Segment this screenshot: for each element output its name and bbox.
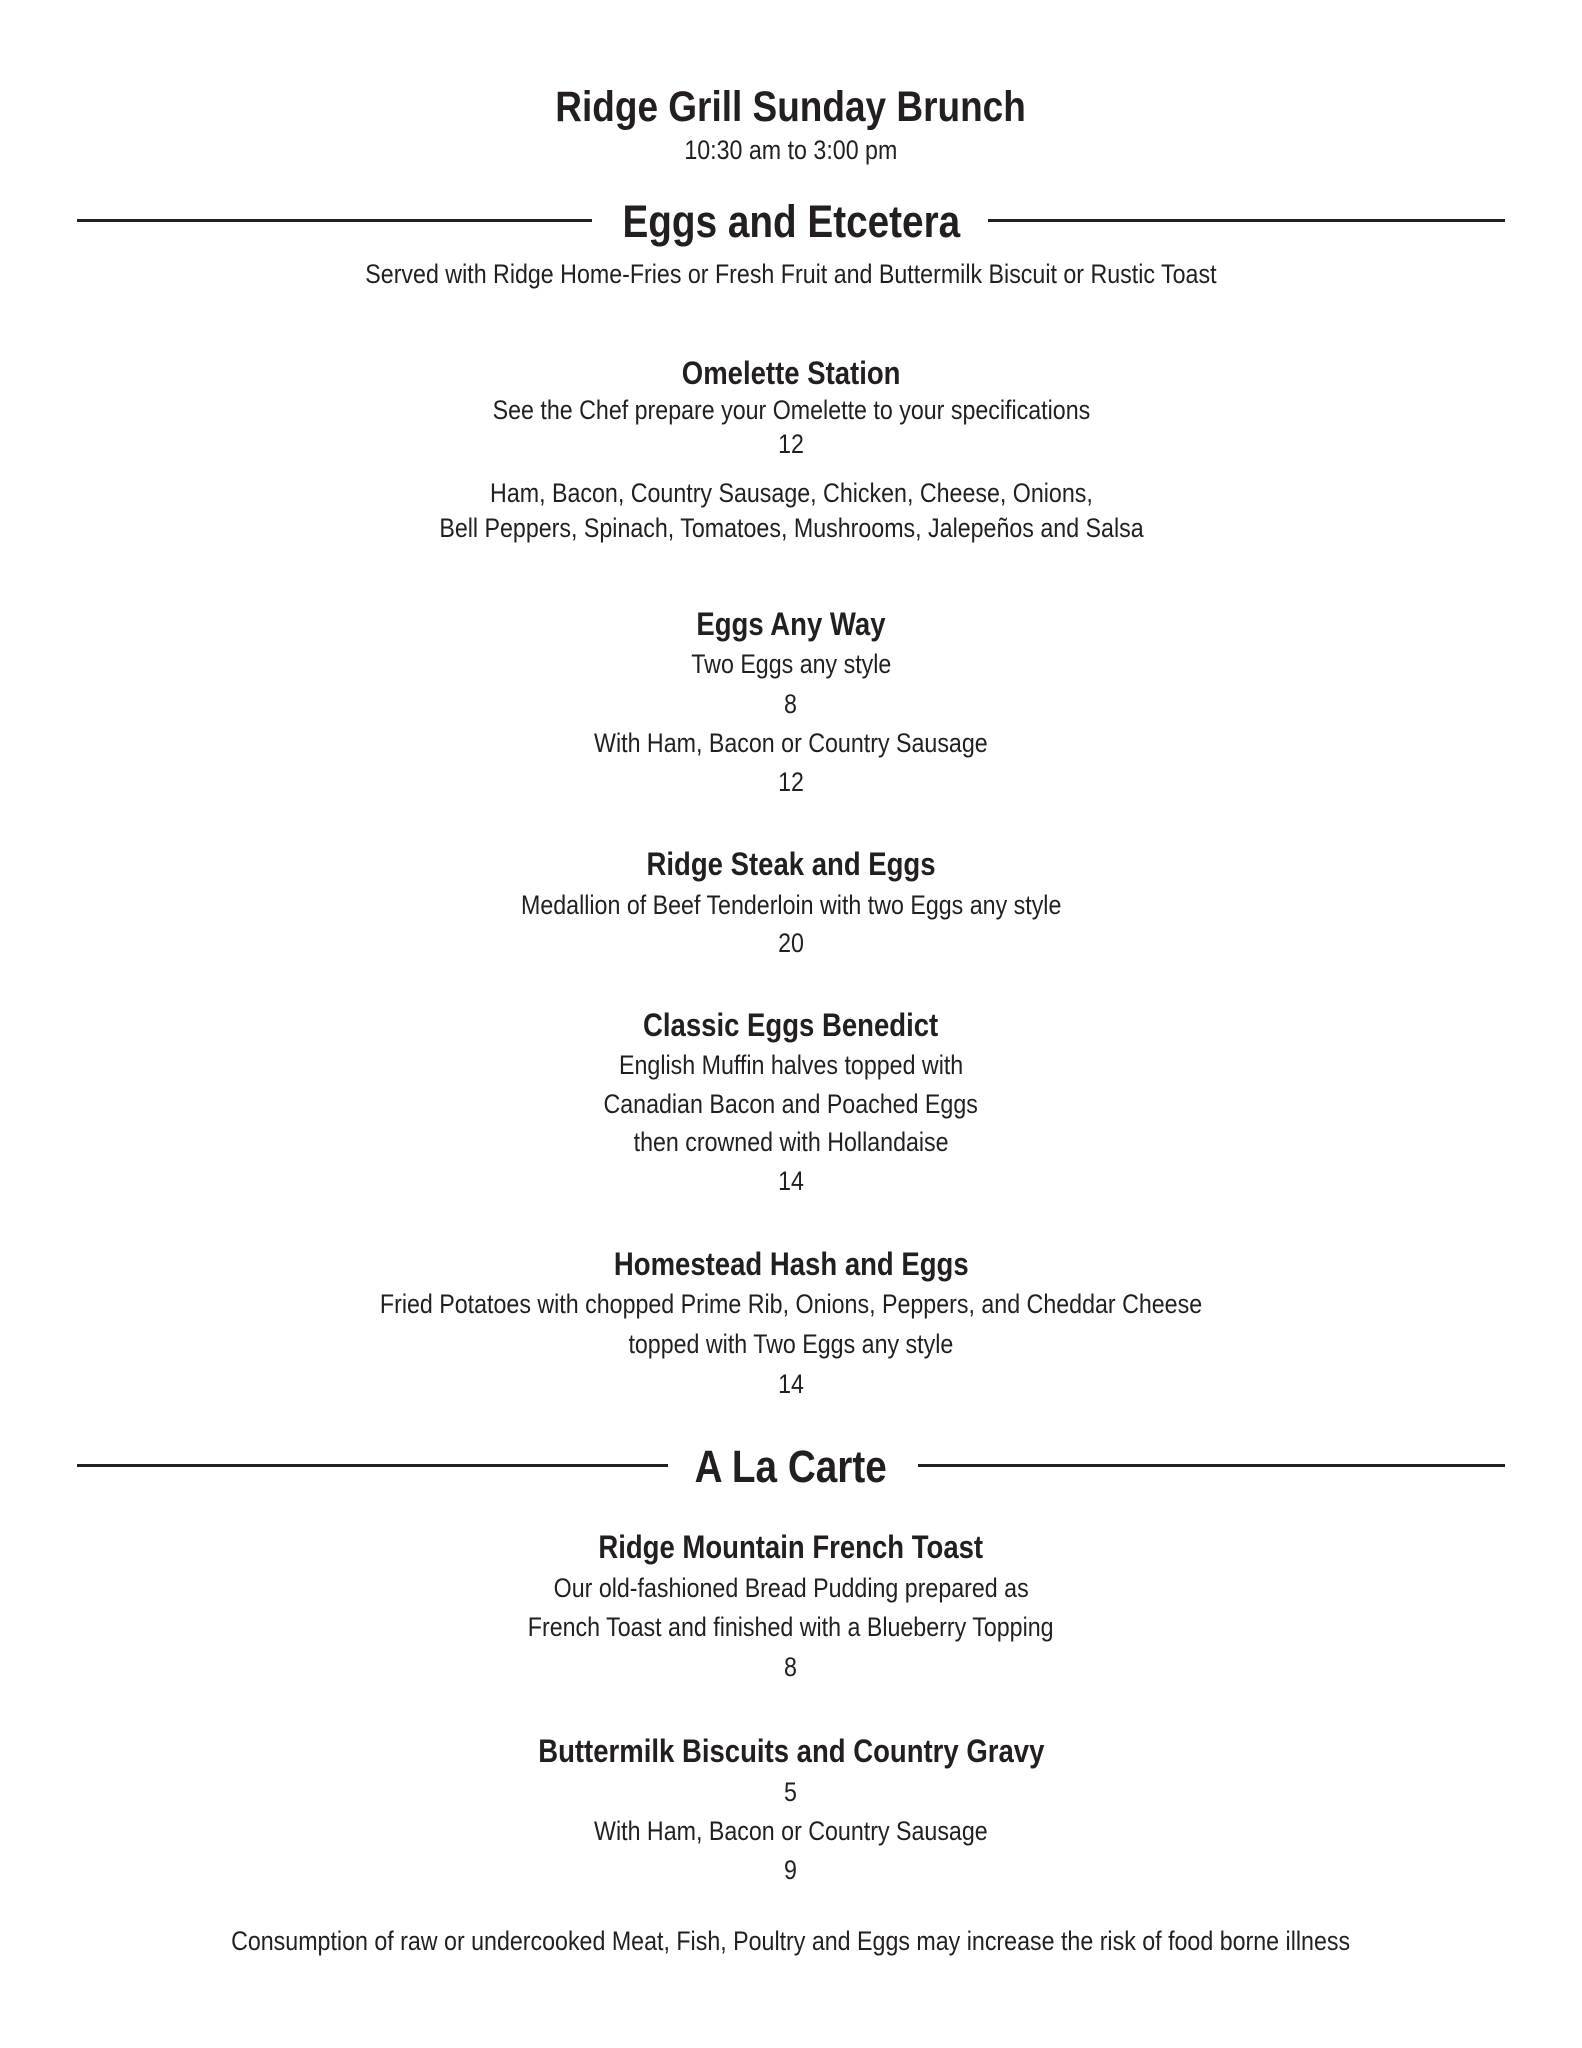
menu-item-title-text: Ridge Mountain French Toast — [598, 1529, 984, 1565]
section-heading-eggs-text: Eggs and Etcetera — [622, 196, 960, 247]
menu-item-title-text: Eggs Any Way — [696, 606, 886, 642]
menu-item-description-text: See the Chef prepare your Omelette to your specifications — [492, 395, 1090, 425]
section-heading-alacarte — [0, 1442, 1582, 1492]
menu-item-title-text: Omelette Station — [681, 355, 901, 391]
menu-item-description-text: Two Eggs any style — [690, 649, 892, 679]
menu-item-option-price-text: 12 — [778, 767, 804, 797]
section-heading-alacarte-text: A La Carte — [694, 1441, 888, 1492]
menu-item-title-text: Homestead Hash and Eggs — [613, 1246, 969, 1282]
menu-item-price — [0, 1651, 1582, 1683]
menu-hours-text: 10:30 am to 3:00 pm — [684, 135, 898, 165]
menu-item-extras — [0, 477, 1582, 509]
menu-item-description-text: then crowned with Hollandaise — [633, 1127, 949, 1157]
menu-item-price — [0, 1368, 1582, 1400]
section-heading-eggs — [0, 197, 1582, 247]
menu-item-description — [0, 1049, 1582, 1081]
menu-item-price-text: 8 — [784, 1652, 798, 1682]
menu-item-title — [0, 1006, 1582, 1044]
menu-item-price — [0, 1776, 1582, 1808]
menu-item-extras-text: Bell Peppers, Spinach, Tomatoes, Mushrooms, Jalepeños and Salsa — [438, 513, 1144, 543]
section-subheading-eggs — [0, 258, 1582, 290]
food-safety-disclaimer-text: Consumption of raw or undercooked Meat, Fish, Poultry and Eggs may increase the risk of food borne illness — [231, 1926, 1351, 1956]
menu-item-title — [0, 1245, 1582, 1283]
menu-title — [0, 83, 1582, 131]
menu-item-extras-text: Ham, Bacon, Country Sausage, Chicken, Cheese, Onions, — [489, 478, 1093, 508]
menu-item-description-text: French Toast and finished with a Blueberry Topping — [528, 1612, 1054, 1642]
menu-item-price — [0, 927, 1582, 959]
menu-item-description — [0, 1611, 1582, 1643]
menu-title-text: Ridge Grill Sunday Brunch — [555, 83, 1027, 131]
menu-item-description — [0, 1126, 1582, 1158]
menu-item-price-text: 5 — [784, 1777, 798, 1807]
menu-item-description-text: Medallion of Beef Tenderloin with two Eggs any style — [520, 890, 1062, 920]
menu-item-option-price — [0, 1854, 1582, 1886]
menu-item-option-text: With Ham, Bacon or Country Sausage — [594, 1816, 988, 1846]
menu-item-title — [0, 354, 1582, 392]
menu-item-option — [0, 1815, 1582, 1847]
menu-item-option-price — [0, 766, 1582, 798]
menu-item-title — [0, 1528, 1582, 1566]
menu-item-description — [0, 889, 1582, 921]
menu-item-title-text: Ridge Steak and Eggs — [646, 846, 936, 882]
menu-item-price — [0, 428, 1582, 460]
menu-item-price-text: 8 — [784, 689, 798, 719]
menu-item-price-text: 12 — [778, 429, 804, 459]
menu-item-description — [0, 394, 1582, 426]
menu-item-description-text: Fried Potatoes with chopped Prime Rib, Onions, Peppers, and Cheddar Cheese — [379, 1289, 1203, 1319]
food-safety-disclaimer — [0, 1925, 1582, 1957]
menu-item-price-text: 14 — [778, 1369, 804, 1399]
menu-hours — [0, 134, 1582, 166]
menu-item-description-text: English Muffin halves topped with — [618, 1050, 964, 1080]
menu-item-description — [0, 1288, 1582, 1320]
menu-item-description — [0, 1572, 1582, 1604]
menu-item-option — [0, 727, 1582, 759]
menu-item-description-text: topped with Two Eggs any style — [628, 1329, 954, 1359]
menu-item-description — [0, 648, 1582, 680]
menu-item-description-text: Canadian Bacon and Poached Eggs — [603, 1089, 979, 1119]
menu-item-option-text: With Ham, Bacon or Country Sausage — [594, 728, 988, 758]
menu-item-option-price-text: 9 — [784, 1855, 798, 1885]
menu-item-title — [0, 1732, 1582, 1770]
menu-item-price — [0, 688, 1582, 720]
menu-item-title — [0, 605, 1582, 643]
menu-item-title-text: Buttermilk Biscuits and Country Gravy — [537, 1733, 1045, 1769]
menu-item-description-text: Our old-fashioned Bread Pudding prepared as — [553, 1573, 1029, 1603]
menu-item-extras — [0, 512, 1582, 544]
menu-item-description — [0, 1328, 1582, 1360]
menu-item-description — [0, 1088, 1582, 1120]
menu-item-title — [0, 845, 1582, 883]
section-subheading-eggs-text: Served with Ridge Home-Fries or Fresh Fruit and Buttermilk Biscuit or Rustic Toast — [365, 259, 1217, 289]
menu-item-price-text: 20 — [778, 928, 804, 958]
menu-item-price-text: 14 — [778, 1166, 804, 1196]
menu-item-price — [0, 1165, 1582, 1197]
menu-item-title-text: Classic Eggs Benedict — [643, 1007, 939, 1043]
